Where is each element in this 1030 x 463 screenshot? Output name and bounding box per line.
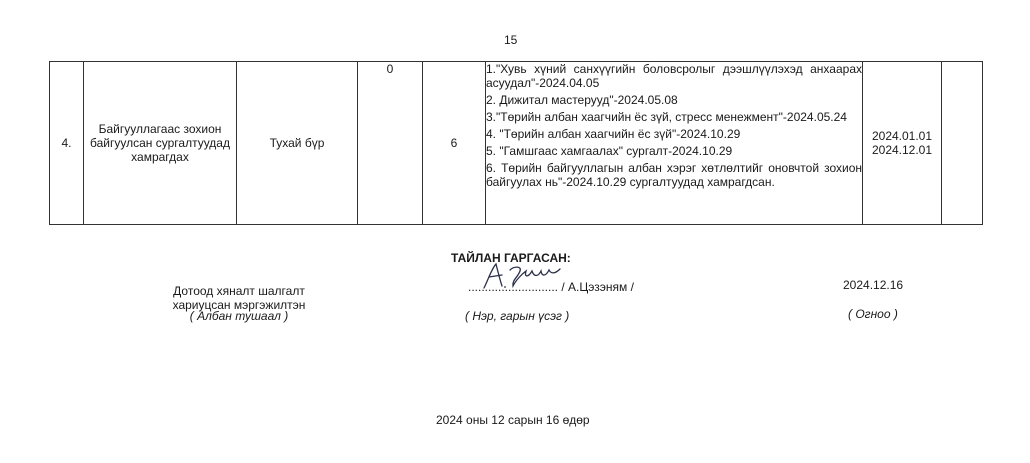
report-table bbox=[49, 61, 983, 225]
author-name: / А.Цэзэням / bbox=[561, 280, 634, 294]
indicator-name: Байгууллагаас зохион байгуулсан сургалтуудад хамрагдах bbox=[84, 62, 237, 225]
planned-value: 0 bbox=[358, 62, 423, 225]
name-signature-label: ( Нэр, гарын үсэг ) bbox=[465, 309, 570, 323]
report-author-title: ТАЙЛАН ГАРГАСАН: bbox=[451, 251, 571, 265]
date-end: 2024.12.01 bbox=[871, 143, 933, 157]
detail-item: 5. "Гамшгаас хамгаалах" сургалт-2024.10.29 bbox=[486, 144, 733, 158]
actual-value: 6 bbox=[423, 62, 486, 225]
detail-item: 1."Хувь хүний санхүүгийн боловсролыг дээшлүүлэхэд анхаарах асуудал"-2024.04.05 bbox=[486, 62, 862, 90]
author-position: Дотоод хяналт шалгалт хариуцсан мэргэжилтэн bbox=[172, 284, 306, 312]
detail-item: 2. Дижитал мастерууд"-2024.05.08 bbox=[486, 93, 678, 107]
footer-date: 2024 оны 12 сарын 16 өдөр bbox=[436, 413, 590, 427]
empty-cell bbox=[942, 62, 983, 225]
detail-item: 4. "Төрийн албан хаагчийн ёс зүй"-2024.10.29 bbox=[486, 127, 741, 141]
position-label: ( Албан тушаал ) bbox=[189, 309, 289, 323]
measurement-unit: Тухай бүр bbox=[237, 62, 358, 225]
performance-details bbox=[486, 62, 863, 225]
date-start: 2024.01.01 bbox=[871, 129, 933, 143]
date-range bbox=[863, 62, 942, 225]
detail-item: 6. Төрийн байгууллагын албан хэрэг хөтлөлтийг оновчтой зохион байгуулах нь"-2024.10.29 сургалтуудад хамрагдсан. bbox=[486, 161, 862, 189]
signature-line bbox=[468, 280, 634, 294]
table-row bbox=[50, 62, 983, 225]
signature-date: 2024.12.16 bbox=[843, 278, 904, 292]
row-number: 4. bbox=[50, 62, 84, 225]
page-number: 15 bbox=[504, 33, 518, 47]
signature-dots: ........................... bbox=[468, 280, 559, 294]
date-label: ( Огноо ) bbox=[848, 307, 898, 321]
detail-item: 3."Төрийн албан хаагчийн ёс зүй, стресс менежмент"-2024.05.24 bbox=[486, 110, 847, 124]
